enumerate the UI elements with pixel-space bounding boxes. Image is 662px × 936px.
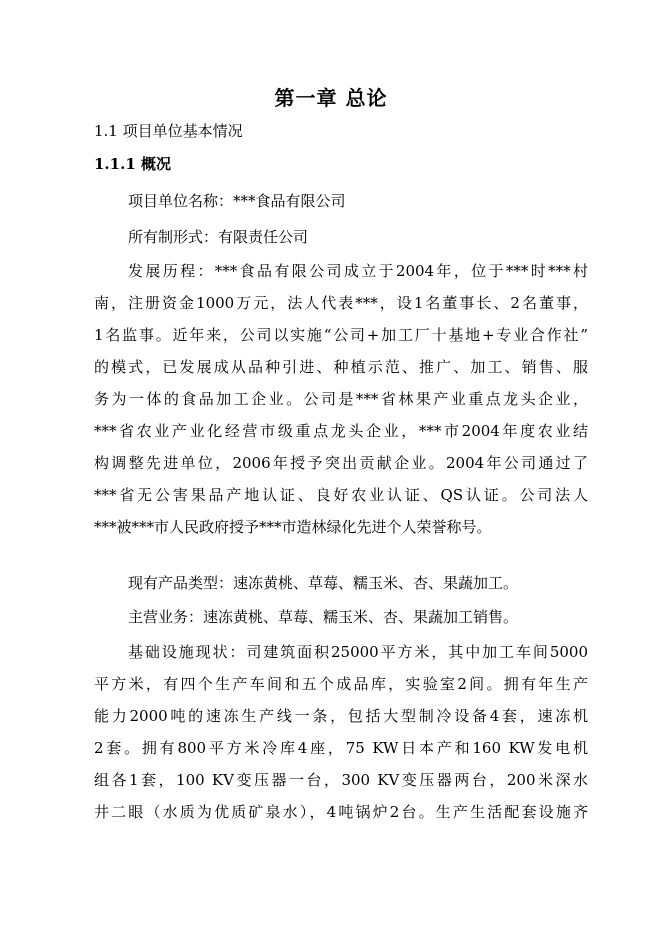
infrastructure-line: 2套。拥有800平方米冷库4座，75 KW日本产和160 KW发电机	[94, 739, 588, 757]
section-heading-1-1-1: 1.1.1 概况	[94, 155, 171, 173]
ownership-line: 所有制形式：有限责任公司	[128, 228, 309, 246]
infrastructure-line: 平方米，有四个生产车间和五个成品库，实验室2间。拥有年生产	[94, 675, 588, 693]
history-line: 务为一体的食品加工企业。公司是***省林果产业重点龙头企业，	[94, 390, 588, 408]
infrastructure-line: 能力2000吨的速冻生产线一条，包括大型制冷设备4套，速冻机	[94, 707, 588, 725]
history-line: 构调整先进单位，2006年授予突出贡献企业。2004年公司通过了	[94, 454, 588, 472]
history-line: ***省无公害果品产地认证、良好农业认证、QS认证。公司法人	[94, 486, 588, 504]
history-line: ***被***市人民政府授予***市造林绿化先进个人荣誉称号。	[94, 518, 492, 536]
history-paragraph	[94, 255, 588, 543]
chapter-title: 第一章 总论	[274, 86, 388, 110]
history-line: 1名监事。近年来，公司以实施“公司+加工厂十基地+专业合作社”	[94, 326, 588, 344]
unit-name-line: 项目单位名称：***食品有限公司	[128, 192, 346, 210]
infrastructure-paragraph	[94, 636, 588, 828]
history-line: 发展历程：***食品有限公司成立于2004年，位于***时***村	[128, 262, 588, 280]
products-line: 现有产品类型：速冻黄桃、草莓、糯玉米、杏、果蔬加工。	[128, 574, 519, 592]
infrastructure-line: 井二眼（水质为优质矿泉水），4吨锅炉2台。生产生活配套设施齐	[94, 803, 588, 821]
history-line: 南，注册资金1000万元，法人代表***，设1名董事长、2名董事，	[94, 294, 588, 312]
main-business-line: 主营业务：速冻黄桃、草莓、糯玉米、杏、果蔬加工销售。	[128, 608, 519, 626]
history-line: ***省农业产业化经营市级重点龙头企业，***市2004年度农业结	[94, 422, 588, 440]
infrastructure-line: 基础设施现状：司建筑面积25000平方米，其中加工车间5000	[128, 643, 588, 661]
section-heading-1-1: 1.1 项目单位基本情况	[94, 122, 243, 140]
history-line: 的模式，已发展成从品种引进、种植示范、推广、加工、销售、服	[94, 358, 588, 376]
infrastructure-line: 组各1套，100 KV变压器一台，300 KV变压器两台，200米深水	[94, 771, 588, 789]
